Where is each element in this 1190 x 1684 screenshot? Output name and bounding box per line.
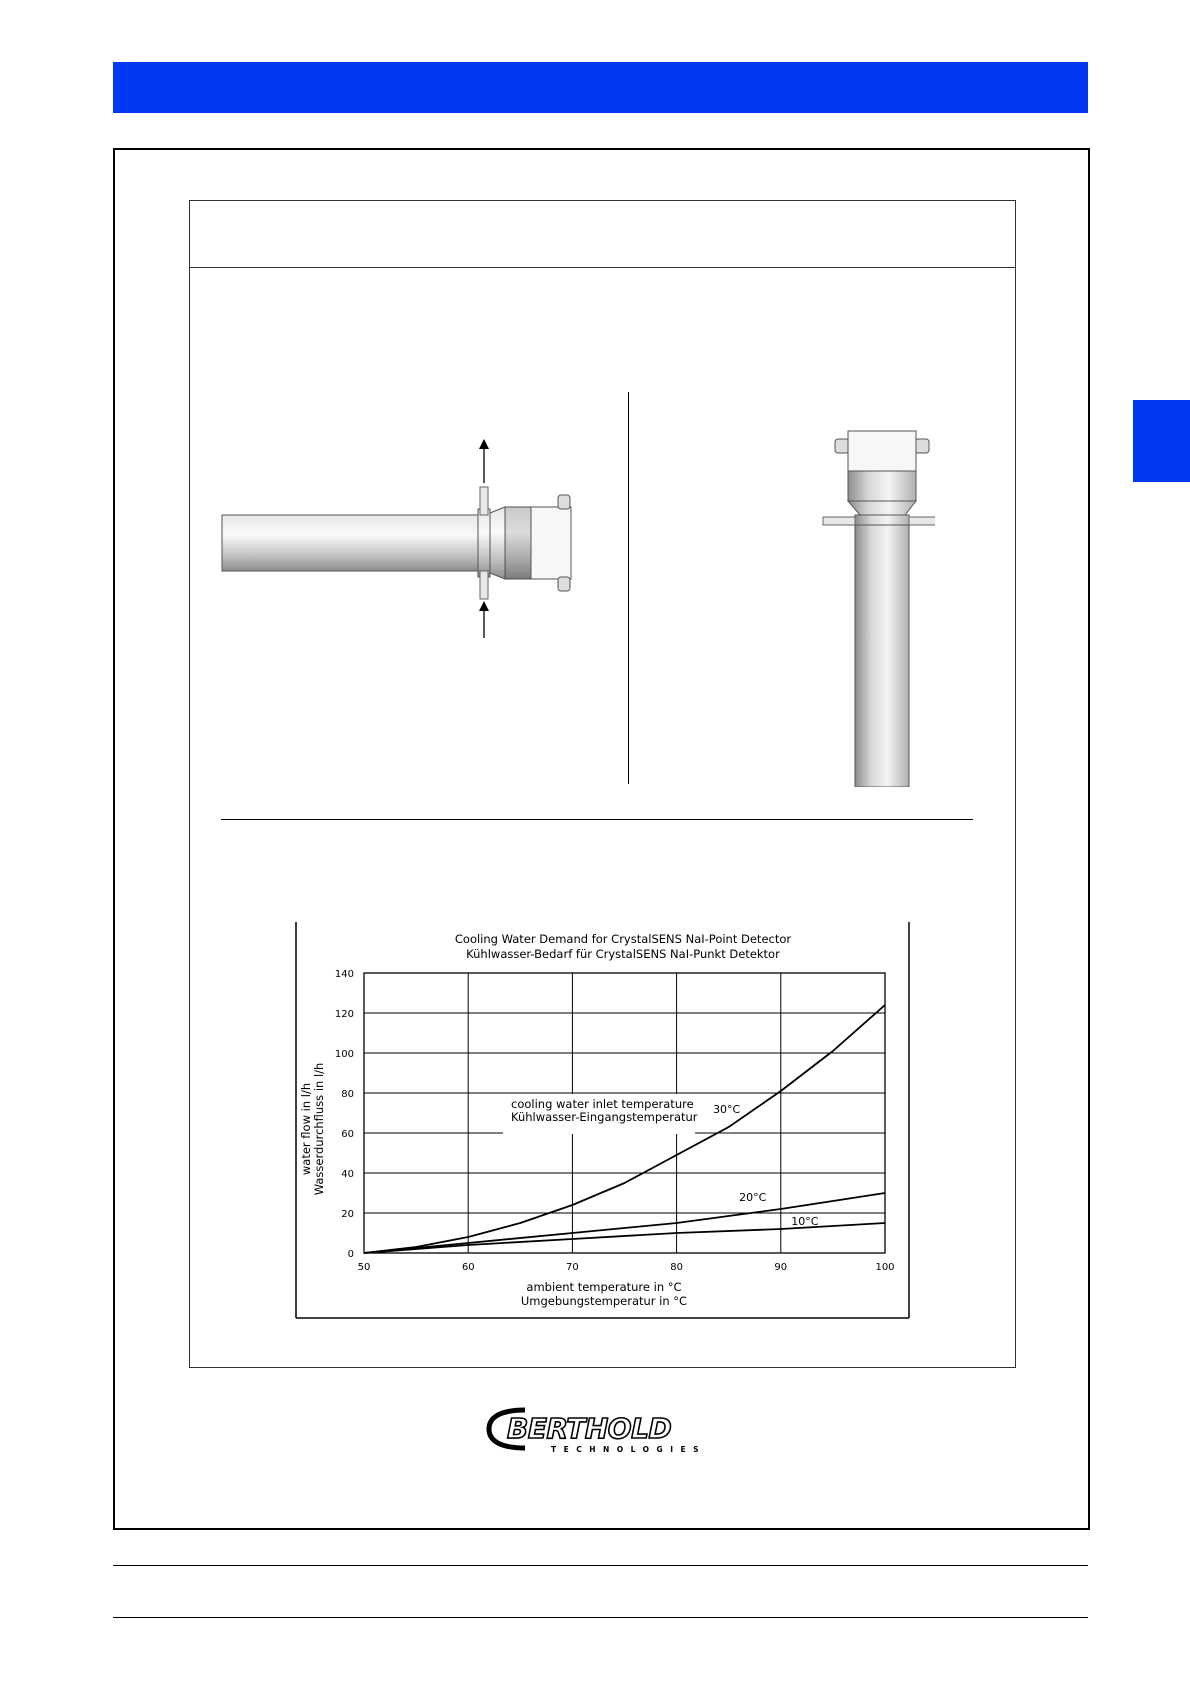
- series-label: 20°C: [739, 1191, 767, 1204]
- series-label: 30°C: [713, 1103, 741, 1116]
- detector-horizontal-view: [215, 435, 585, 645]
- footer-rule-bottom: [113, 1617, 1088, 1618]
- y-tick-label: 0: [347, 1249, 354, 1260]
- logo-wordmark: BERTHOLD: [507, 1412, 672, 1445]
- series-label: 10°C: [791, 1215, 819, 1228]
- y-axis-label: water flow in l/h: [299, 1082, 313, 1176]
- y-tick-label: 60: [341, 1129, 354, 1140]
- chapter-tab: [1133, 400, 1190, 482]
- chart-title: Cooling Water Demand for CrystalSENS NaI-Point Detector: [454, 932, 792, 946]
- annotation-line-2: Kühlwasser-Eingangstemperatur: [511, 1110, 698, 1124]
- header-bar: [113, 62, 1088, 113]
- y-axis-label-de: Wasserdurchfluss in l/h: [312, 1062, 326, 1196]
- footer-rule-top: [113, 1565, 1088, 1566]
- berthold-logo: [485, 1406, 715, 1456]
- x-axis-label: ambient temperature in °C: [526, 1280, 682, 1294]
- section-rule: [221, 819, 973, 820]
- views-divider: [628, 392, 629, 784]
- y-tick-label: 120: [334, 1009, 354, 1020]
- y-tick-label: 100: [334, 1049, 354, 1060]
- x-tick-label: 60: [461, 1262, 475, 1273]
- logo-tagline: TECHNOLOGIES: [551, 1445, 707, 1454]
- x-tick-label: 80: [670, 1262, 683, 1273]
- y-tick-label: 80: [341, 1089, 354, 1100]
- x-tick-label: 90: [774, 1262, 788, 1273]
- chart-subtitle: Kühlwasser-Bedarf für CrystalSENS NaI-Punkt Detektor: [466, 947, 780, 961]
- annotation-line-1: cooling water inlet temperature: [511, 1097, 694, 1111]
- y-tick-label: 140: [334, 969, 354, 980]
- x-tick-label: 70: [566, 1262, 579, 1273]
- y-tick-label: 40: [341, 1169, 354, 1180]
- figure-header-rule: [189, 267, 1016, 268]
- y-tick-label: 20: [341, 1209, 354, 1220]
- cooling-water-chart: [295, 922, 911, 1320]
- x-tick-label: 100: [875, 1262, 895, 1273]
- detector-vertical-view: [815, 425, 935, 787]
- x-tick-label: 50: [357, 1262, 371, 1273]
- x-axis-label-de: Umgebungstemperatur in °C: [520, 1294, 688, 1308]
